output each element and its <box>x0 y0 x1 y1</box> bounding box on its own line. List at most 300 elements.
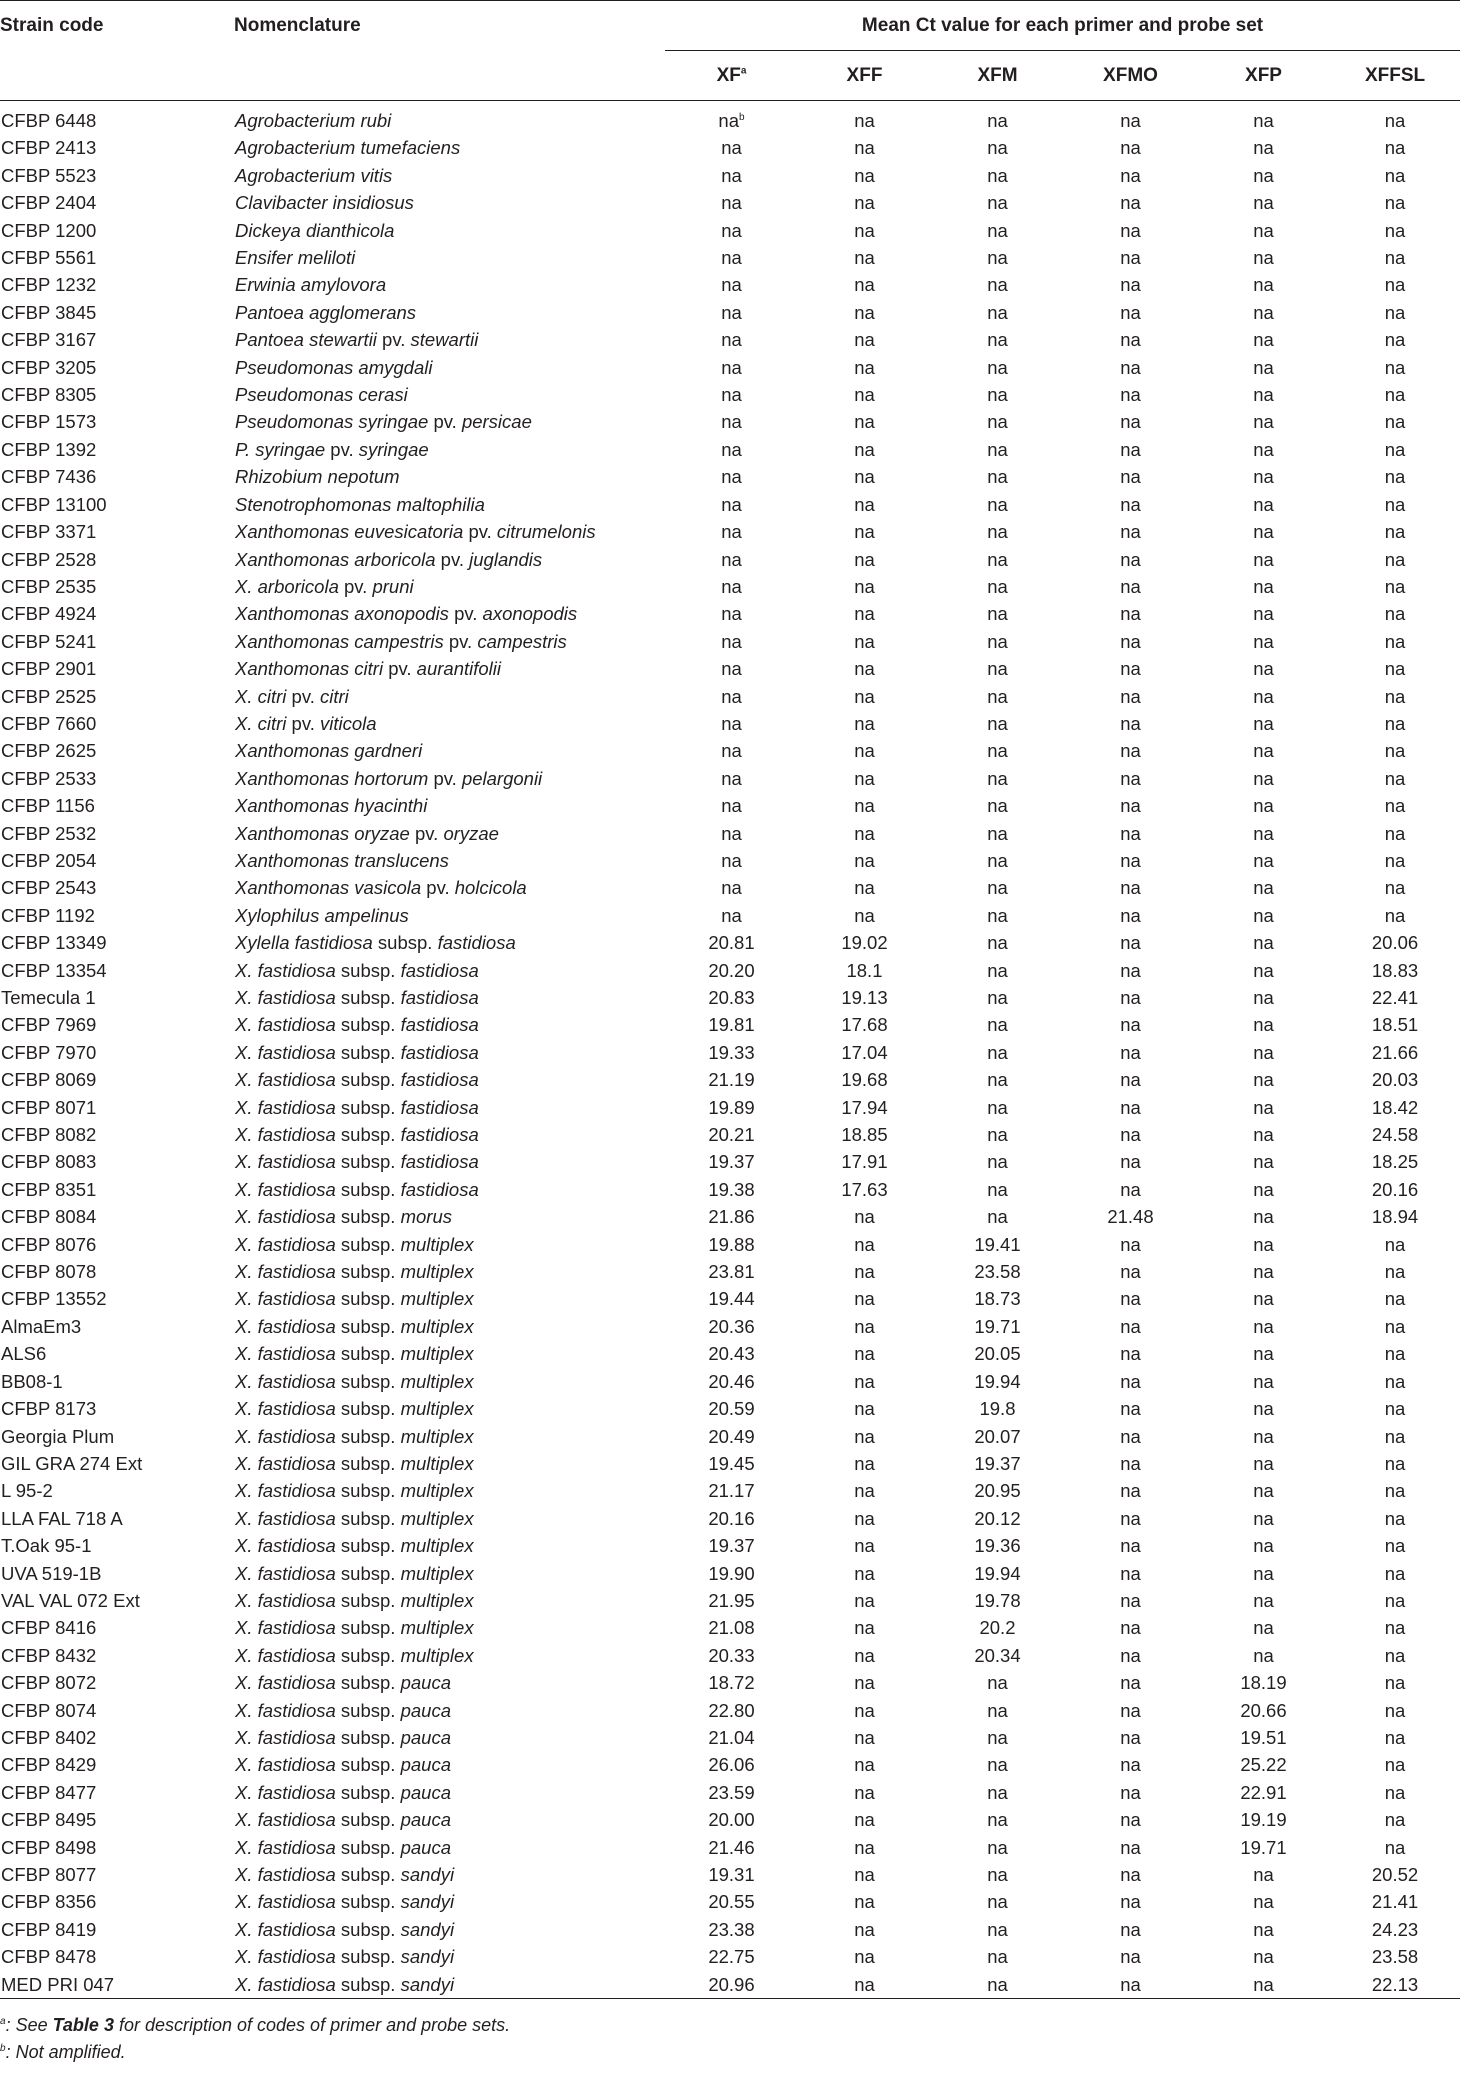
nomenclature-part: Xanthomonas hyacinthi <box>235 795 428 817</box>
table-row <box>0 1203 1460 1230</box>
ct-value-text: na <box>1120 959 1141 981</box>
ct-value-text: na <box>1120 164 1141 186</box>
ct-value-text: na <box>1384 1343 1406 1365</box>
ct-value-text: 18.73 <box>974 1288 1021 1310</box>
ct-value-text: na <box>1253 1343 1274 1365</box>
ct-value-text: na <box>987 548 1008 570</box>
ct-value-xffsl <box>1330 101 1460 135</box>
ct-value-text: na <box>1120 1918 1141 1940</box>
ct-value-xffsl <box>1330 1121 1460 1148</box>
nomenclature-part: multiplex <box>400 1261 474 1283</box>
strain-code-cell: CFBP 8432 <box>1 1644 97 1666</box>
ct-value-text: 19.71 <box>974 1315 1021 1337</box>
ct-value-text: na <box>854 384 875 406</box>
ct-value-xf <box>665 162 798 189</box>
table-row <box>0 217 1460 244</box>
ct-value-xfm <box>931 1505 1064 1532</box>
ct-value-text: na <box>1120 822 1141 844</box>
ct-value-text: na <box>1384 1754 1406 1776</box>
ct-value-text: 20.07 <box>974 1425 1021 1447</box>
ct-value-text: 19.37 <box>974 1452 1021 1474</box>
ct-value-text: na <box>987 1809 1008 1831</box>
ct-value-xf <box>665 1697 798 1724</box>
ct-value-text: na <box>1120 1946 1141 1968</box>
table-row <box>0 1724 1460 1751</box>
ct-value-xfp <box>1197 1724 1330 1751</box>
nomenclature-part: sandyi <box>400 1946 455 1968</box>
ct-value-text: na <box>1253 1617 1274 1639</box>
ct-value-xf <box>665 1642 798 1669</box>
ct-value-xfp <box>1197 1697 1330 1724</box>
ct-value-text: na <box>1120 712 1141 734</box>
ct-value-text: na <box>987 1726 1008 1748</box>
ct-value-text: na <box>721 575 742 597</box>
ct-value-text: na <box>1384 411 1406 433</box>
nomenclature-part: fastidiosa <box>400 1069 479 1091</box>
nomenclature-cell <box>233 326 665 353</box>
ct-value-xffsl <box>1330 765 1460 792</box>
ct-value-text: na <box>1120 137 1141 159</box>
ct-value-text: na <box>854 1589 875 1611</box>
ct-value-text: na <box>854 1864 875 1885</box>
table-row <box>0 299 1460 326</box>
ct-value-xf <box>665 1560 798 1587</box>
table-row <box>0 929 1460 956</box>
header-group-title <box>665 1 1460 52</box>
ct-value-text: na <box>854 1288 875 1310</box>
ct-value-xfm <box>931 1368 1064 1395</box>
ct-value-text: na <box>987 356 1008 378</box>
ct-value-xfm <box>931 463 1064 490</box>
nomenclature-part: Pantoea agglomerans <box>235 301 417 323</box>
ct-value-xffsl <box>1330 902 1460 929</box>
nomenclature-part: Xanthomonas vasicola <box>235 877 422 899</box>
ct-value-text: 19.88 <box>708 1233 755 1255</box>
ct-value-xf <box>665 1450 798 1477</box>
nomenclature-part: subsp. <box>335 1754 401 1776</box>
ct-value-xff <box>798 1258 931 1285</box>
nomenclature-part: subsp. <box>335 1288 401 1310</box>
ct-value-xfm <box>931 1587 1064 1614</box>
ct-value-text: na <box>1253 1096 1274 1118</box>
strain-code-cell: BB08-1 <box>1 1370 63 1392</box>
nomenclature-part: Xanthomonas oryzae <box>235 822 410 844</box>
ct-value-text: na <box>1253 1178 1274 1200</box>
ct-value-xffsl <box>1330 1642 1460 1669</box>
ct-value-xffsl <box>1330 792 1460 819</box>
table-row <box>0 1011 1460 1038</box>
ct-value-xfm <box>931 1066 1064 1093</box>
strain-code-cell: UVA 519-1B <box>1 1562 102 1584</box>
ct-value-text: na <box>1384 1233 1406 1255</box>
nomenclature-part: Pseudomonas amygdali <box>235 356 433 378</box>
ct-value-text: na <box>1120 1041 1141 1063</box>
table-row <box>0 765 1460 792</box>
nomenclature-cell <box>233 1340 665 1367</box>
nomenclature-part: X. fastidiosa <box>235 1973 336 1995</box>
ct-value-text: na <box>987 1096 1008 1118</box>
ct-value-text: 20.81 <box>708 932 755 954</box>
ct-value-xffsl <box>1330 1231 1460 1258</box>
ct-value-text: na <box>1253 685 1274 707</box>
ct-value-xffsl <box>1330 546 1460 573</box>
nomenclature-part: Ensifer meliloti <box>235 247 356 269</box>
nomenclature-cell <box>233 101 665 135</box>
ct-value-text: 24.58 <box>1371 1124 1419 1146</box>
nomenclature-cell <box>233 737 665 764</box>
ct-value-xfmo <box>1064 1751 1197 1778</box>
nomenclature-part: sandyi <box>400 1864 455 1885</box>
ct-value-text: na <box>854 1480 875 1502</box>
nomenclature-part: X. fastidiosa <box>235 959 336 981</box>
ct-value-text: na <box>987 767 1008 789</box>
ct-value-xf <box>665 1943 798 1970</box>
ct-value-text: 20.03 <box>1371 1069 1419 1091</box>
nomenclature-part: morus <box>400 1206 452 1228</box>
nomenclature-part: subsp. <box>335 1726 401 1748</box>
ct-value-xfm <box>931 1340 1064 1367</box>
nomenclature-part: X. fastidiosa <box>235 1178 336 1200</box>
nomenclature-cell <box>233 1258 665 1285</box>
nomenclature-part: X. fastidiosa <box>235 1206 336 1228</box>
ct-value-xfmo <box>1064 1368 1197 1395</box>
ct-value-text: na <box>1253 274 1274 296</box>
ct-value-text: 20.06 <box>1371 932 1419 954</box>
table-row <box>0 491 1460 518</box>
ct-value-xff <box>798 820 931 847</box>
ct-value-text: 23.81 <box>708 1261 755 1283</box>
ct-value-text: na <box>1120 1589 1141 1611</box>
ct-value-text: na <box>1384 1507 1406 1529</box>
table-row <box>0 792 1460 819</box>
ct-value-xff <box>798 957 931 984</box>
ct-value-text: 23.59 <box>708 1781 755 1803</box>
nomenclature-cell <box>233 874 665 901</box>
nomenclature-part: X. fastidiosa <box>235 1425 336 1447</box>
ct-value-xfp <box>1197 1587 1330 1614</box>
ct-value-xfmo <box>1064 1587 1197 1614</box>
ct-value-text: na <box>1384 1699 1406 1721</box>
ct-value-xf <box>665 1340 798 1367</box>
ct-value-text: 18.51 <box>1371 1014 1419 1036</box>
nomenclature-part: X. arboricola <box>235 575 339 597</box>
nomenclature-cell <box>233 1450 665 1477</box>
ct-value-xf <box>665 1888 798 1915</box>
ct-value-text: na <box>1120 685 1141 707</box>
ct-value-xff <box>798 381 931 408</box>
table-row <box>0 1285 1460 1312</box>
ct-value-text: 19.37 <box>708 1151 755 1173</box>
ct-value-xfm <box>931 737 1064 764</box>
nomenclature-part: X. fastidiosa <box>235 1370 336 1392</box>
ct-value-xfm <box>931 1231 1064 1258</box>
table-row <box>0 1395 1460 1422</box>
ct-value-text: na <box>1384 603 1406 625</box>
ct-value-xff <box>798 101 931 135</box>
ct-value-xf <box>665 1368 798 1395</box>
ct-value-xfp <box>1197 1861 1330 1888</box>
nomenclature-part: X. fastidiosa <box>235 1124 336 1146</box>
ct-value-text: na <box>1120 1864 1141 1885</box>
ct-value-text: 21.66 <box>1371 1041 1419 1063</box>
ct-value-xffsl <box>1330 217 1460 244</box>
ct-value-text: na <box>854 630 875 652</box>
nomenclature-part: subsp. <box>335 1864 401 1885</box>
ct-value-xff <box>798 710 931 737</box>
ct-value-xffsl <box>1330 1943 1460 1970</box>
ct-value-xffsl <box>1330 628 1460 655</box>
ct-value-text: na <box>1120 466 1141 488</box>
ct-value-xfp <box>1197 1560 1330 1587</box>
ct-value-xfmo <box>1064 847 1197 874</box>
ct-value-text: 18.72 <box>708 1672 755 1694</box>
nomenclature-part: X. fastidiosa <box>235 1452 336 1474</box>
nomenclature-cell <box>233 683 665 710</box>
ct-value-xfp <box>1197 737 1330 764</box>
table-row <box>0 1450 1460 1477</box>
nomenclature-part: X. fastidiosa <box>235 987 336 1008</box>
strain-code-cell: CFBP 8495 <box>1 1809 97 1831</box>
ct-value-text: na <box>1384 301 1406 323</box>
ct-value-xf <box>665 1614 798 1641</box>
header-strain-code: Strain code <box>0 1 233 101</box>
ct-value-xff <box>798 1121 931 1148</box>
ct-value-text: na <box>1384 219 1406 241</box>
ct-value-xfm <box>931 1916 1064 1943</box>
strain-code-cell: CFBP 7970 <box>1 1041 97 1063</box>
ct-value-xf <box>665 518 798 545</box>
strain-code-cell: CFBP 1156 <box>1 795 95 817</box>
ct-value-text: na <box>987 904 1008 926</box>
ct-value-text: na <box>854 685 875 707</box>
ct-value-text: na <box>1253 932 1274 954</box>
ct-value-xfm <box>931 655 1064 682</box>
ct-value-xfmo <box>1064 573 1197 600</box>
strain-code-cell: CFBP 6448 <box>1 110 97 131</box>
nomenclature-cell <box>233 189 665 216</box>
ct-value-xfp <box>1197 1285 1330 1312</box>
ct-value-xfm <box>931 1121 1064 1148</box>
ct-value-xfp <box>1197 1916 1330 1943</box>
ct-value-xfm <box>931 491 1064 518</box>
ct-value-xf <box>665 491 798 518</box>
ct-value-xfmo <box>1064 792 1197 819</box>
ct-value-xfmo <box>1064 1450 1197 1477</box>
ct-value-text: na <box>1120 274 1141 296</box>
ct-value-text: na <box>721 192 742 214</box>
ct-value-text: na <box>987 438 1008 460</box>
ct-value-xff <box>798 1231 931 1258</box>
ct-value-xfp <box>1197 1011 1330 1038</box>
ct-value-xff <box>798 1669 931 1696</box>
table-row <box>0 1587 1460 1614</box>
ct-value-xfm <box>931 1779 1064 1806</box>
ct-value-xff <box>798 326 931 353</box>
ct-value-text: na <box>1253 247 1274 269</box>
nomenclature-part: X. fastidiosa <box>235 1864 336 1885</box>
footnote-a <box>0 2012 510 2039</box>
ct-value-xfmo <box>1064 1669 1197 1696</box>
ct-value-text: na <box>1253 603 1274 625</box>
ct-value-text: na <box>1120 1124 1141 1146</box>
ct-value-text: na <box>1120 1398 1141 1420</box>
nomenclature-cell <box>233 271 665 298</box>
ct-value-text: na <box>987 1891 1008 1913</box>
ct-value-text: na <box>1384 1617 1406 1639</box>
footnotes <box>0 2012 510 2066</box>
ct-value-xfp <box>1197 1532 1330 1559</box>
nomenclature-part: X. fastidiosa <box>235 1480 336 1502</box>
ct-value-xfmo <box>1064 874 1197 901</box>
ct-value-text: na <box>1253 548 1274 570</box>
ct-value-xff <box>798 162 931 189</box>
ct-value-text: na <box>1384 1425 1406 1447</box>
ct-value-text: na <box>854 1809 875 1831</box>
ct-value-xfmo <box>1064 1916 1197 1943</box>
ct-value-xfp <box>1197 957 1330 984</box>
nomenclature-part: pauca <box>400 1754 451 1776</box>
nomenclature-part: subsp. <box>335 1151 401 1173</box>
ct-value-text: na <box>721 247 742 269</box>
table-row <box>0 573 1460 600</box>
ct-value-text: na <box>721 658 742 680</box>
nomenclature-part: citrumelonis <box>496 521 596 543</box>
nomenclature-part: pv. <box>409 822 444 844</box>
ct-value-xfp <box>1197 1943 1330 1970</box>
ct-value-xffsl <box>1330 600 1460 627</box>
nomenclature-part: Xylophilus ampelinus <box>235 904 409 926</box>
ct-value-text: 20.21 <box>708 1124 755 1146</box>
nomenclature-part: stewartii <box>410 329 479 351</box>
ct-value-xffsl <box>1330 299 1460 326</box>
ct-value-text: na <box>1253 849 1274 871</box>
ct-value-text: na <box>721 411 742 433</box>
ct-value-text: na <box>1120 301 1141 323</box>
ct-value-xffsl <box>1330 1614 1460 1641</box>
table-row <box>0 326 1460 353</box>
nomenclature-part: X. fastidiosa <box>235 1041 336 1063</box>
nomenclature-part: X. fastidiosa <box>235 1836 336 1858</box>
ct-value-xf <box>665 1587 798 1614</box>
ct-value-text: na <box>987 1178 1008 1200</box>
ct-value-xf <box>665 546 798 573</box>
ct-value-xfmo <box>1064 765 1197 792</box>
ct-value-text: na <box>987 192 1008 214</box>
ct-value-xf <box>665 600 798 627</box>
ct-value-text: na <box>1120 575 1141 597</box>
ct-value-xfm <box>931 162 1064 189</box>
ct-value-text: 19.31 <box>708 1864 755 1885</box>
header-col-label: XF <box>716 64 741 86</box>
ct-value-text: 19.19 <box>1240 1809 1287 1831</box>
ct-value-xff <box>798 573 931 600</box>
ct-value-text: na <box>854 329 875 351</box>
ct-value-xfp <box>1197 134 1330 161</box>
ct-value-text: na <box>721 438 742 460</box>
ct-value-xfp <box>1197 1176 1330 1203</box>
ct-value-text: na <box>1253 1288 1274 1310</box>
ct-value-xfp <box>1197 381 1330 408</box>
ct-value-text: na <box>854 301 875 323</box>
ct-value-xf <box>665 271 798 298</box>
strain-code-cell: CFBP 8072 <box>1 1672 97 1694</box>
ct-value-xff <box>798 1340 931 1367</box>
nomenclature-part: Xanthomonas arboricola <box>235 548 436 570</box>
ct-value-xfm <box>931 792 1064 819</box>
ct-value-text: na <box>1120 1672 1141 1694</box>
nomenclature-cell <box>233 1861 665 1888</box>
ct-value-text: 19.44 <box>708 1288 755 1310</box>
nomenclature-part: subsp. <box>335 1973 401 1995</box>
nomenclature-part: pv. <box>383 658 417 680</box>
ct-value-text: 24.23 <box>1371 1918 1419 1940</box>
nomenclature-part: pv. <box>428 767 462 789</box>
footnote-b-mark: b <box>0 2043 6 2054</box>
table-row <box>0 436 1460 463</box>
ct-value-xfmo <box>1064 546 1197 573</box>
header-col-label: XFFSL <box>1364 64 1426 86</box>
table-row <box>0 381 1460 408</box>
ct-value-xfmo <box>1064 1888 1197 1915</box>
ct-value-xfm <box>931 1834 1064 1861</box>
ct-value-xfp <box>1197 217 1330 244</box>
nomenclature-part: multiplex <box>400 1644 474 1666</box>
strain-code-cell: CFBP 8429 <box>1 1754 97 1776</box>
ct-value-text: na <box>1253 1398 1274 1420</box>
nomenclature-part: Xanthomonas translucens <box>235 849 449 871</box>
table-row <box>0 244 1460 271</box>
ct-value-xfmo <box>1064 1423 1197 1450</box>
ct-value-xffsl <box>1330 1340 1460 1367</box>
nomenclature-part: multiplex <box>400 1562 474 1584</box>
ct-value-xff <box>798 408 931 435</box>
ct-value-text: na <box>1120 1809 1141 1831</box>
ct-value-text: na <box>987 329 1008 351</box>
header-col-xffsl <box>1330 51 1460 101</box>
strain-code-cell: CFBP 1232 <box>1 274 97 296</box>
ct-value-xffsl <box>1330 929 1460 956</box>
ct-value-xfmo <box>1064 1231 1197 1258</box>
table-row <box>0 1532 1460 1559</box>
ct-value-text: 20.16 <box>708 1507 755 1529</box>
strain-code-cell: CFBP 13354 <box>1 959 107 981</box>
strain-code-cell: CFBP 1192 <box>1 904 95 926</box>
nomenclature-part: subsp. <box>335 1370 401 1392</box>
ct-value-xf <box>665 1423 798 1450</box>
ct-value-xf <box>665 1121 798 1148</box>
ct-value-text: na <box>1120 1535 1141 1557</box>
ct-value-xff <box>798 1313 931 1340</box>
ct-value-text: na <box>721 274 742 296</box>
ct-value-text: na <box>721 521 742 543</box>
nomenclature-part: Agrobacterium vitis <box>235 164 393 186</box>
ct-value-text: 21.17 <box>708 1480 755 1502</box>
strain-code-cell: CFBP 8083 <box>1 1151 97 1173</box>
strain-code-cell: Georgia Plum <box>1 1425 115 1447</box>
table-row <box>0 957 1460 984</box>
ct-value-text: na <box>987 137 1008 159</box>
nomenclature-part: holcicola <box>454 877 527 899</box>
ct-value-xfm <box>931 1395 1064 1422</box>
ct-value-xfmo <box>1064 1806 1197 1833</box>
ct-value-text: na <box>1120 1343 1141 1365</box>
table-row <box>0 737 1460 764</box>
ct-value-xfm <box>931 189 1064 216</box>
ct-value-text: na <box>1120 356 1141 378</box>
ct-value-xfm <box>931 1039 1064 1066</box>
strain-code-cell: AlmaEm3 <box>1 1315 82 1337</box>
table-row <box>0 1477 1460 1504</box>
